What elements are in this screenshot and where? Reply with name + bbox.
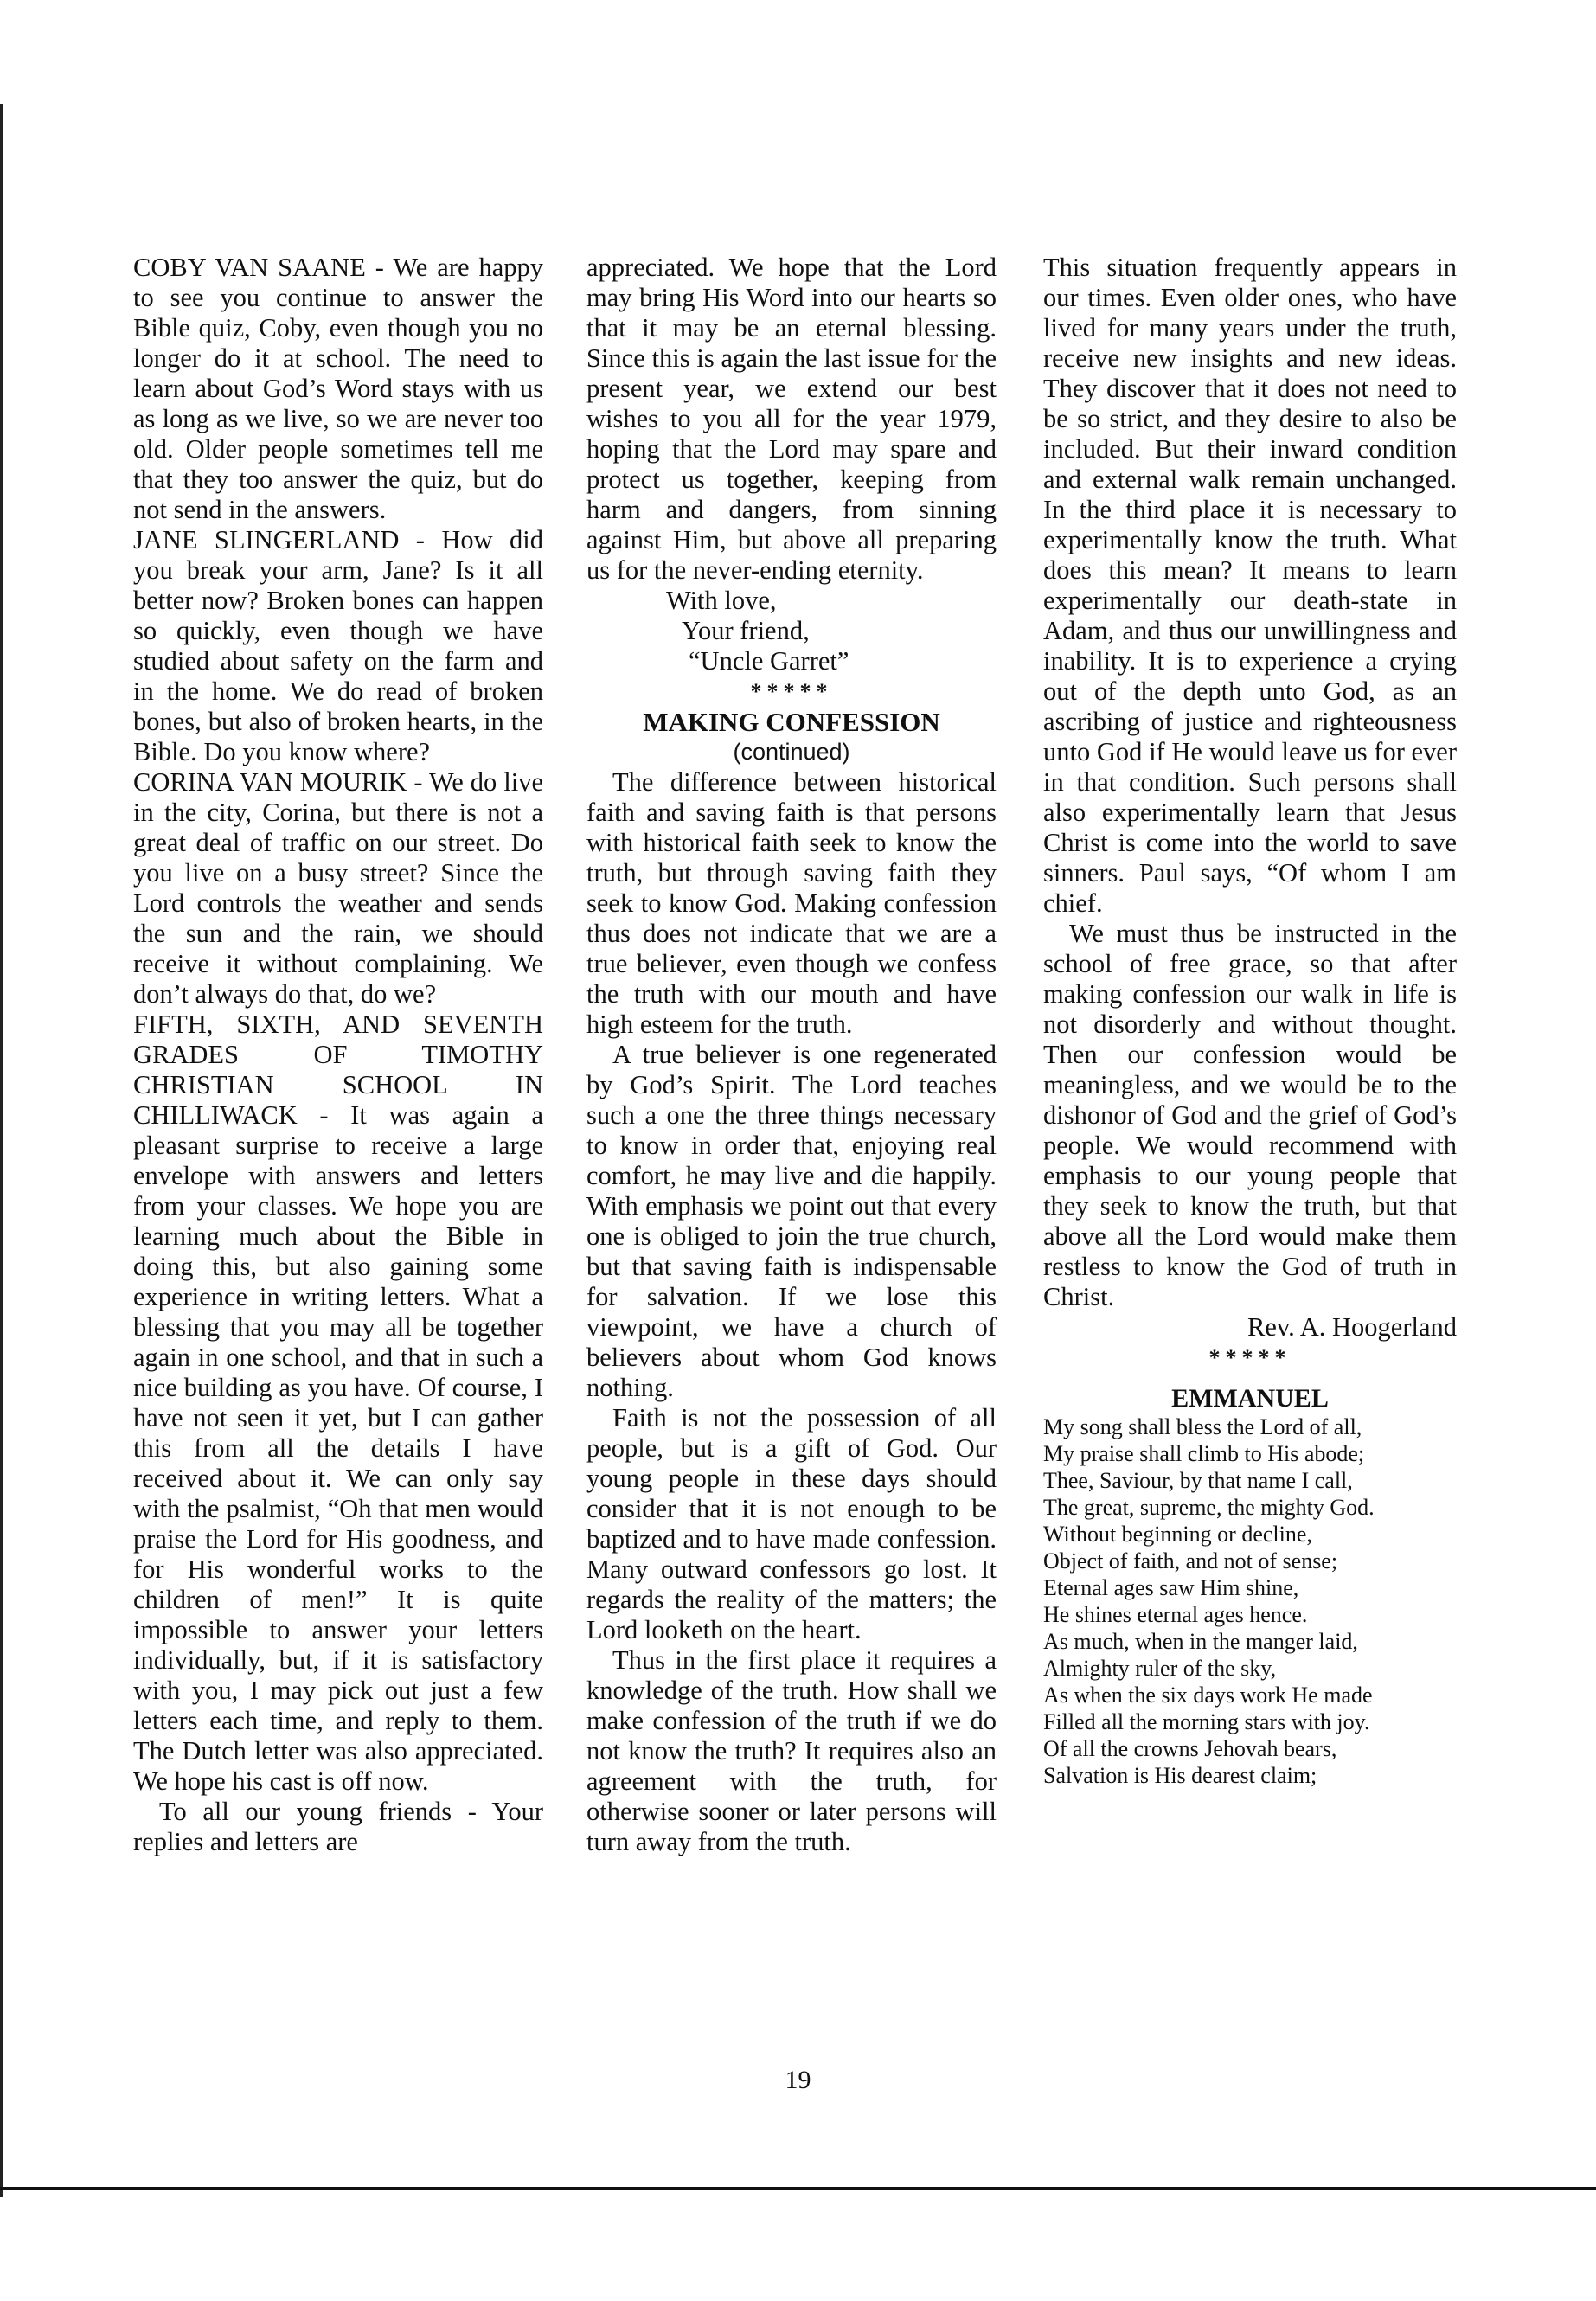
- poem-line: My song shall bless the Lord of all,: [1043, 1414, 1362, 1439]
- poem-line: Salvation is His dearest claim;: [1043, 1763, 1317, 1788]
- poem-stanza: [1043, 1735, 1457, 1789]
- poem-line: Filled all the morning stars with joy.: [1043, 1709, 1370, 1734]
- closing-line: With love,: [666, 586, 777, 615]
- jane-paragraph: JANE SLINGERLAND - How did you break your arm, Jane? Is it all better now? Broken bones can happen so quickly, even though we have studied about safety on the farm and in the home. We do read of broken bones, but also of broken hearts, in the Bible. Do you know where?: [133, 525, 543, 766]
- author-byline: Rev. A. Hoogerland: [1247, 1312, 1457, 1342]
- poem-line: My praise shall climb to His abode;: [1043, 1441, 1365, 1466]
- confession-paragraph-3: Faith is not the possession of all people, but is a gift of God. Our young people in these days should consider that it is not enough to be baptized and to have made confession. Many outward confessors go lost. It regards the reality of the matters; the Lord looketh on the heart.: [586, 1403, 997, 1644]
- poem-line: As when the six days work He made: [1043, 1682, 1373, 1708]
- poem-line: Object of faith, and not of sense;: [1043, 1548, 1338, 1574]
- poem-title: EMMANUEL: [1171, 1384, 1329, 1413]
- young-friends-paragraph: To all our young friends - Your replies and letters are: [133, 1797, 543, 1856]
- timothy-school-paragraph: FIFTH, SIXTH, AND SEVENTH GRADES OF TIMOTHY CHRISTIAN SCHOOL IN CHILLIWACK - It was again a pleasant surprise to receive a large envelope with answers and letters from your classes. We hope you are learning much about the Bible in doing this, but also gaining some experience in writing letters. What a blessing that you may all be together again in one school, and that in such a nice building as you have. Of course, I have not seen it yet, but I can gather this from all the details I have received about it. We can only say with the psalmist, “Oh that men would praise the Lord for His goodness, and for His wonderful works to the children of men!” It is quite impossible to answer your letters individually, but, if it is satisfactory with you, I may pick out just a few letters each time, and reply to them. The Dutch letter was also appreciated. We hope his cast is off now.: [133, 1009, 543, 1796]
- poem-line: He shines eternal ages hence.: [1043, 1602, 1308, 1627]
- poem-stanza: [1043, 1628, 1457, 1735]
- poem-line: The great, supreme, the mighty God.: [1043, 1495, 1375, 1520]
- corina-paragraph: CORINA VAN MOURIK - We do live in the city, Corina, but there is not a great deal of traffic on our street. Do you live on a busy street? Since the Lord controls the weather and sends the sun and the rain, we should receive it without complaining. We don’t always do that, do we?: [133, 767, 543, 1009]
- confession-paragraph-5: This situation frequently appears in our times. Even older ones, who have lived for many years under the truth, receive new insights and new ideas. They discover that it does not need to be so strict, and they desire to also be included. But their inward condition and external walk remain unchanged. In the third place it is necessary to experimentally know the truth. What does this mean? It means to learn experimentally our death-state in Adam, and thus our unwillingness and inability. It is to experience a crying out of the depth unto God, as an ascribing of justice and righteousness unto God if He would leave us for ever in that condition. Such persons shall also experimentally learn that Jesus Christ is come into the world to save sinners. Paul says, “Of whom I am chief.: [1043, 253, 1457, 918]
- poem-line: Of all the crowns Jehovah bears,: [1043, 1736, 1337, 1761]
- page-edge-bottom: [0, 2187, 1596, 2190]
- poem: [1043, 1413, 1457, 1789]
- friend-line: Your friend,: [682, 616, 810, 645]
- column-3: [1043, 253, 1457, 1789]
- article-heading: MAKING CONFESSION: [643, 707, 940, 737]
- separator-stars-2: *****: [1208, 1345, 1292, 1370]
- poem-line: Almighty ruler of the sky,: [1043, 1656, 1277, 1681]
- article-subheading: (continued): [733, 739, 850, 765]
- coby-paragraph: COBY VAN SAANE - We are happy to see you continue to answer the Bible quiz, Coby, even though you no longer do it at school. The need to learn about God’s Word stays with us as long as we live, so we are never too old. Older people sometimes tell me that they too answer the quiz, but do not send in the answers.: [133, 253, 543, 524]
- poem-stanza: [1043, 1413, 1457, 1521]
- page-number: 19: [785, 2066, 811, 2094]
- page-edge-left: [0, 104, 3, 2197]
- poem-line: Thee, Saviour, by that name I call,: [1043, 1468, 1353, 1493]
- poem-line: As much, when in the manger laid,: [1043, 1629, 1358, 1654]
- confession-paragraph-2: A true believer is one regenerated by God’s Spirit. The Lord teaches such a one the three things necessary to know in order that, enjoying real comfort, he may live and die happily. With emphasis we point out that every one is obliged to join the true church, but that saving faith is indispensable for salvation. If we lose this viewpoint, we have a church of believers about whom God knows nothing.: [586, 1040, 997, 1402]
- separator-stars: *****: [750, 679, 833, 704]
- confession-paragraph-1: The difference between historical faith and saving faith is that persons with historical faith seek to know the truth, but through saving faith they seek to know God. Making confession thus does not indicate that we are a true believer, even though we confess the truth with our mouth and have high esteem for the truth.: [586, 767, 997, 1039]
- column-2: [586, 253, 997, 1857]
- poem-line: Eternal ages saw Him shine,: [1043, 1575, 1299, 1600]
- signature-uncle-garret: “Uncle Garret”: [689, 646, 849, 676]
- confession-paragraph-6: We must thus be instructed in the school of free grace, so that after making confession our walk in life is not disorderly and without thought. Then our confession would be meaningless, and we would be to the dishonor of God and the grief of God’s people. We would recommend with emphasis to our young people that they seek to know the truth, but that above all the Lord would make them restless to know the God of truth in Christ.: [1043, 919, 1457, 1311]
- poem-stanza: [1043, 1521, 1457, 1628]
- poem-line: Without beginning or decline,: [1043, 1522, 1312, 1547]
- column-1: [133, 253, 543, 1857]
- confession-paragraph-4: Thus in the first place it requires a knowledge of the truth. How shall we make confession of the truth if we do not know the truth? It requires also an agreement with the truth, for otherwise sooner or later persons will turn away from the truth.: [586, 1645, 997, 1856]
- letters-continued-paragraph: appreciated. We hope that the Lord may bring His Word into our hearts so that it may be an eternal blessing. Since this is again the last issue for the present year, we extend our best wishes to you all for the year 1979, hoping that the Lord may spare and protect us together, keeping from harm and dangers, from sinning against Him, but above all preparing us for the never-ending eternity.: [586, 253, 997, 585]
